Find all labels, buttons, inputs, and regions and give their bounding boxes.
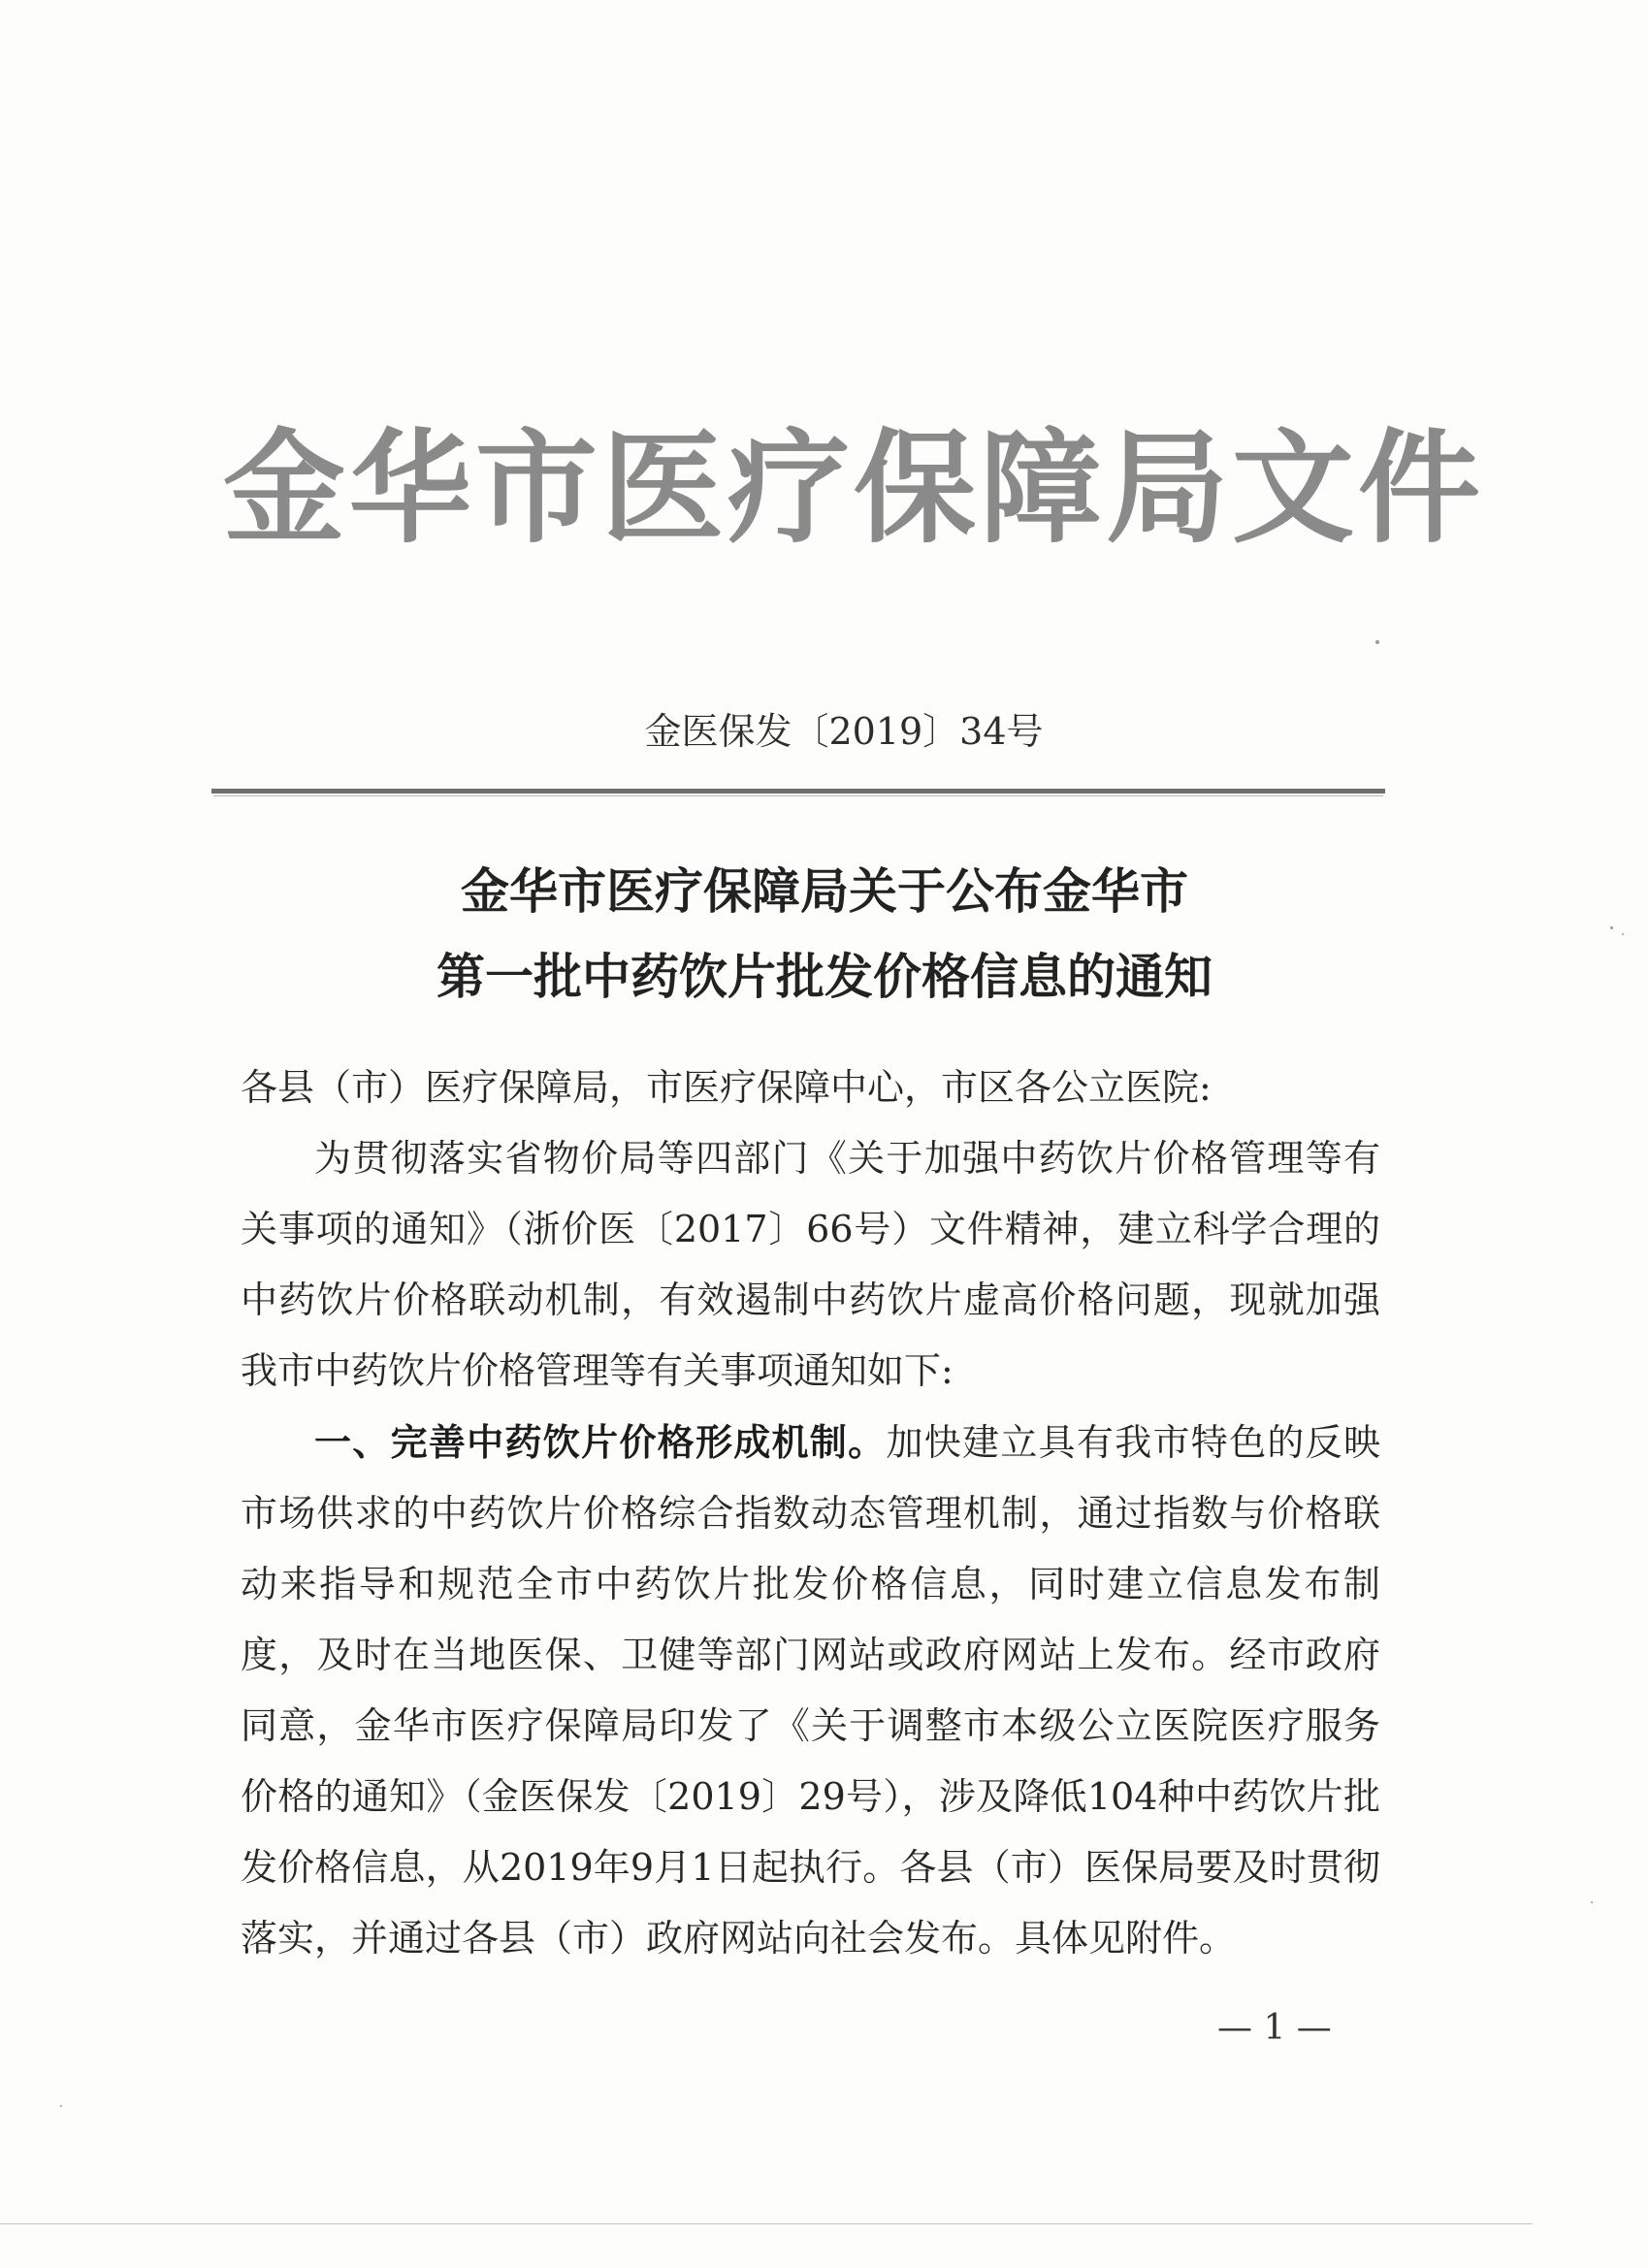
notice-title-line-2: 第一批中药饮片批发价格信息的通知	[436, 948, 1212, 1005]
letterhead-title: 金华市医疗保障局文件	[223, 416, 1484, 560]
notice-title-line-1: 金华市医疗保障局关于公布金华市	[461, 862, 1188, 920]
header-divider-shadow	[213, 795, 1383, 796]
scan-speck	[1610, 926, 1613, 929]
scan-speck	[1375, 640, 1379, 644]
intro-paragraph: 为贯彻落实省物价局等四部门《关于加强中药饮片价格管理等有关事项的通知》（浙价医〔2017〕66号）文件精神，建立科学合理的中药饮片价格联动机制，有效遏制中药饮片虚高价格问题，现就加强我市中药饮片价格管理等有关事项通知如下:	[241, 1137, 1380, 1392]
document-number: 金医保发〔2019〕34号	[644, 710, 1044, 753]
section-1-heading: 一、完善中药饮片价格形成机制。	[314, 1420, 887, 1464]
scan-edge-line	[0, 2223, 1533, 2224]
section-1-body: 加快建立具有我市特色的反映市场供求的中药饮片价格综合指数动态管理机制，通过指数与价格联动来指导和规范全市中药饮片批发价格信息，同时建立信息发布制度，及时在当地医保、卫健等部门网站或政府网站上发布。经市政府同意，金华市医疗保障局印发了《关于调整市本级公立医院医疗服务价格的通知》（金医保发〔2019〕29号），涉及降低104种中药饮片批发价格信息，从2019年9月1日起执行。各县（市）医保局要及时贯彻落实，并通过各县（市）政府网站向社会发布。具体见附件。	[241, 1421, 1380, 1960]
scan-speck	[60, 2105, 62, 2107]
page-number: — 1 —	[1217, 2008, 1332, 2048]
scan-speck	[1622, 933, 1624, 935]
header-divider	[211, 789, 1385, 794]
section-1-paragraph	[241, 1407, 1380, 1974]
notice-title	[0, 849, 1649, 1020]
scan-speck	[1591, 1901, 1593, 1903]
salutation: 各县（市）医疗保障局，市医疗保障中心，市区各公立医院:	[241, 1066, 1212, 1109]
document-body	[241, 1053, 1380, 1974]
